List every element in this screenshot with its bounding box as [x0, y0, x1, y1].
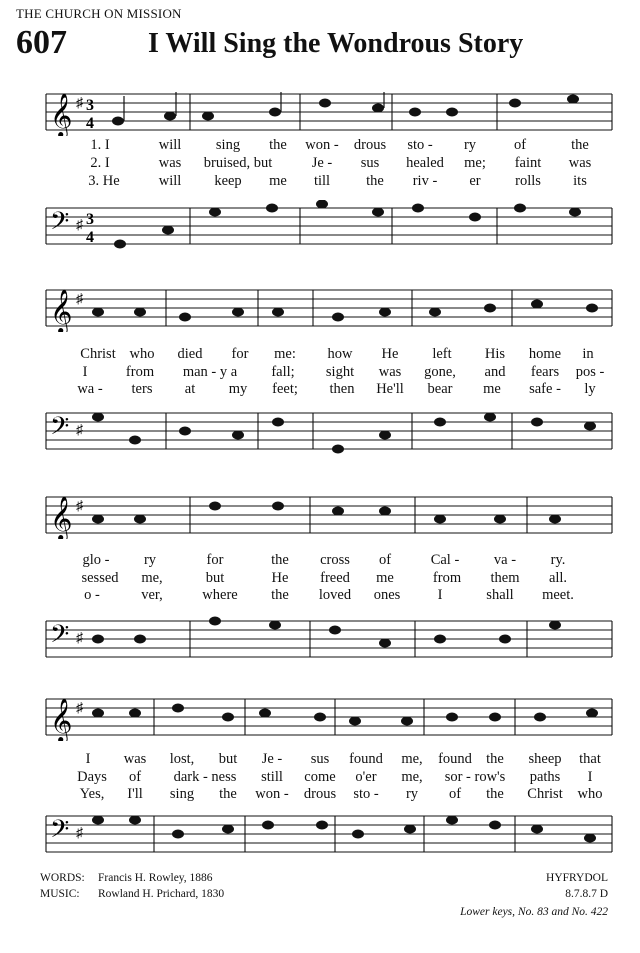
lyric-syllable: man - y a [182, 364, 238, 380]
lyric-syllable: Je - [311, 155, 333, 171]
lyric-syllable: me; [464, 155, 486, 171]
verse-line [0, 173, 640, 191]
svg-text:♯: ♯ [76, 701, 83, 716]
lyric-syllable: cross [320, 552, 350, 568]
music-label: MUSIC: [40, 888, 80, 900]
lyric-syllable: but [218, 751, 238, 767]
lyric-syllable: left [432, 346, 452, 362]
svg-text:𝄞: 𝄞 [50, 93, 73, 136]
lyric-syllable: its [573, 173, 587, 189]
lyric-syllable: ver, [141, 587, 163, 603]
lyric-syllable: till [313, 173, 331, 189]
lyric-syllable: of [513, 137, 527, 153]
svg-text:♯: ♯ [76, 631, 83, 646]
treble-staff [0, 288, 640, 332]
meter: 8.7.8.7 D [565, 888, 608, 900]
lyric-syllable: won - [305, 137, 339, 153]
svg-text:𝄢: 𝄢 [50, 815, 70, 850]
verse-line [0, 381, 640, 399]
lyric-syllable: me, [401, 751, 423, 767]
lyric-syllable: He'll [376, 381, 404, 397]
book-section-title: THE CHURCH ON MISSION [16, 6, 182, 21]
lyric-syllable: Days [77, 769, 107, 785]
lyric-syllable: where [202, 587, 238, 603]
lyric-syllable: the [486, 751, 504, 767]
lyric-syllable: them [490, 570, 520, 586]
lyric-syllable: all. [548, 570, 568, 586]
verse-line [0, 552, 640, 570]
verse-line [0, 570, 640, 588]
lyric-syllable: from [125, 364, 155, 380]
lyric-syllable: will [158, 173, 182, 189]
treble-staff [0, 92, 640, 136]
tune-name: HYFRYDOL [546, 872, 608, 884]
lyric-syllable: 2. I [90, 155, 110, 171]
lyric-syllable: I [587, 769, 593, 785]
lyric-syllable: the [271, 552, 289, 568]
lyric-syllable: ry. [550, 552, 566, 568]
lyric-syllable: dark - ness [173, 769, 237, 785]
lyric-syllable: I'll [127, 786, 143, 802]
lyric-syllable: at [184, 381, 196, 397]
hymn-title: I Will Sing the Wondrous Story [148, 28, 524, 59]
lyric-syllable: ones [373, 587, 401, 603]
lyric-syllable: will [158, 137, 182, 153]
bass-staff [0, 808, 640, 858]
lyric-syllable: fears [530, 364, 560, 380]
lyric-syllable: He [381, 346, 399, 362]
lyric-syllable: His [484, 346, 506, 362]
lyric-syllable: feet; [272, 381, 298, 397]
lyric-syllable: He [271, 570, 289, 586]
lyric-syllable: Christ [80, 346, 116, 362]
treble-staff [0, 495, 640, 539]
lyric-syllable: how [327, 346, 353, 362]
lyric-syllable: loved [318, 587, 352, 603]
lyric-syllable: me, [141, 570, 163, 586]
lyric-syllable: paths [529, 769, 561, 785]
lyric-syllable: who [577, 786, 603, 802]
lyric-syllable: that [579, 751, 601, 767]
svg-text:4: 4 [86, 229, 94, 246]
svg-text:𝄢: 𝄢 [50, 412, 70, 447]
svg-text:𝄞: 𝄞 [50, 496, 73, 539]
lyric-syllable: sight [325, 364, 355, 380]
svg-text:𝄞: 𝄞 [50, 289, 73, 332]
bass-staff [0, 613, 640, 683]
lyric-syllable: o'er [355, 769, 377, 785]
lyric-syllable: I [85, 751, 91, 767]
verse-line [0, 346, 640, 364]
lyric-syllable: I [437, 587, 443, 603]
lyric-syllable: still [261, 769, 283, 785]
lyric-syllable: faint [514, 155, 542, 171]
lyric-syllable: shall [486, 587, 514, 603]
verse-line [0, 769, 640, 787]
lyric-syllable: me, [401, 769, 423, 785]
lyric-syllable: glo - [82, 552, 110, 568]
music-credit: Rowland H. Prichard, 1830 [98, 888, 225, 900]
lyric-syllable: then [329, 381, 355, 397]
lyric-syllable: 1. I [90, 137, 110, 153]
svg-text:𝄞: 𝄞 [50, 698, 73, 741]
lyric-syllable: sus [360, 155, 380, 171]
verse-line [0, 751, 640, 769]
lyric-syllable: but [205, 570, 225, 586]
lyric-syllable: for [231, 346, 249, 362]
svg-text:♯: ♯ [76, 423, 83, 438]
verse-line [0, 587, 640, 605]
lyric-syllable: the [271, 587, 289, 603]
lyric-syllable: home [528, 346, 562, 362]
words-label: WORDS: [40, 872, 85, 884]
lyric-syllable: sto - [353, 786, 379, 802]
lyric-syllable: I [82, 364, 88, 380]
svg-text:𝄢: 𝄢 [50, 207, 70, 242]
lyric-syllable: healed [406, 155, 444, 171]
lyric-syllable: 3. He [88, 173, 120, 189]
words-credit: Francis H. Rowley, 1886 [98, 872, 213, 884]
verse-line [0, 786, 640, 804]
lyric-syllable: sheep [528, 751, 562, 767]
hymn-number: 607 [16, 24, 67, 61]
svg-text:3: 3 [86, 97, 94, 114]
lyric-syllable: was [123, 751, 147, 767]
lyric-syllable: bear [427, 381, 453, 397]
lyric-syllable: won - [255, 786, 289, 802]
lyric-syllable: sus [310, 751, 330, 767]
lyric-syllable: me [269, 173, 287, 189]
lyric-syllable: freed [320, 570, 350, 586]
lyric-syllable: Christ [527, 786, 563, 802]
lyric-syllable: the [571, 137, 589, 153]
lyric-syllable: and [484, 364, 506, 380]
lyric-syllable: sing [215, 137, 241, 153]
lyric-syllable: the [366, 173, 384, 189]
svg-text:4: 4 [86, 115, 94, 132]
svg-text:3: 3 [86, 211, 94, 228]
lyric-syllable: from [432, 570, 462, 586]
lyric-syllable: for [206, 552, 224, 568]
lyric-syllable: pos - [575, 364, 605, 380]
lyric-syllable: come [304, 769, 336, 785]
svg-text:♯: ♯ [76, 96, 83, 111]
lyric-syllable: the [486, 786, 504, 802]
lower-keys-note: Lower keys, No. 83 and No. 422 [460, 906, 608, 918]
bass-staff [0, 405, 640, 475]
svg-text:𝄢: 𝄢 [50, 620, 70, 655]
lyric-syllable: keep [214, 173, 242, 189]
lyric-syllable: me [483, 381, 501, 397]
lyric-syllable: gone, [424, 364, 456, 380]
lyric-syllable: drous [303, 786, 337, 802]
lyric-syllable: died [177, 346, 203, 362]
lyric-syllable: found [438, 751, 472, 767]
svg-text:♯: ♯ [76, 218, 83, 233]
lyric-syllable: sto - [407, 137, 433, 153]
lyric-syllable: fall; [271, 364, 295, 380]
bass-staff [0, 200, 640, 270]
lyric-syllable: Je - [261, 751, 283, 767]
lyric-syllable: Yes, [79, 786, 105, 802]
lyric-syllable: of [128, 769, 142, 785]
lyric-syllable: wa - [77, 381, 103, 397]
lyric-syllable: was [158, 155, 182, 171]
verse-line [0, 137, 640, 155]
lyric-syllable: ry [463, 137, 477, 153]
lyric-syllable: va - [493, 552, 517, 568]
lyric-syllable: of [378, 552, 392, 568]
lyric-syllable: sing [169, 786, 195, 802]
lyric-syllable: sor - row's [444, 769, 506, 785]
svg-text:♯: ♯ [76, 292, 83, 307]
lyric-syllable: Cal - [430, 552, 460, 568]
treble-staff [0, 697, 640, 741]
lyric-syllable: safe - [529, 381, 561, 397]
lyric-syllable: er [469, 173, 481, 189]
svg-text:♯: ♯ [76, 499, 83, 514]
lyric-syllable: rolls [515, 173, 541, 189]
lyric-syllable: ry [405, 786, 419, 802]
lyric-syllable: of [448, 786, 462, 802]
verse-line [0, 155, 640, 173]
lyric-syllable: sessed [81, 570, 119, 586]
lyric-syllable: was [378, 364, 402, 380]
lyric-syllable: found [349, 751, 383, 767]
lyric-syllable: o - [84, 587, 100, 603]
lyric-syllable: ters [131, 381, 153, 397]
lyric-syllable: who [129, 346, 155, 362]
lyric-syllable: the [269, 137, 287, 153]
verse-line [0, 364, 640, 382]
lyric-syllable: bruised, but [203, 155, 273, 171]
svg-text:♯: ♯ [76, 826, 83, 841]
lyric-syllable: riv - [412, 173, 438, 189]
lyric-syllable: was [568, 155, 592, 171]
lyric-syllable: me: [274, 346, 296, 362]
lyric-syllable: ry [143, 552, 157, 568]
lyric-syllable: my [228, 381, 248, 397]
lyric-syllable: meet. [542, 587, 574, 603]
lyric-syllable: me [376, 570, 394, 586]
lyric-syllable: the [219, 786, 237, 802]
lyric-syllable: ly [584, 381, 596, 397]
lyric-syllable: lost, [169, 751, 195, 767]
lyric-syllable: drous [353, 137, 387, 153]
lyric-syllable: in [582, 346, 594, 362]
